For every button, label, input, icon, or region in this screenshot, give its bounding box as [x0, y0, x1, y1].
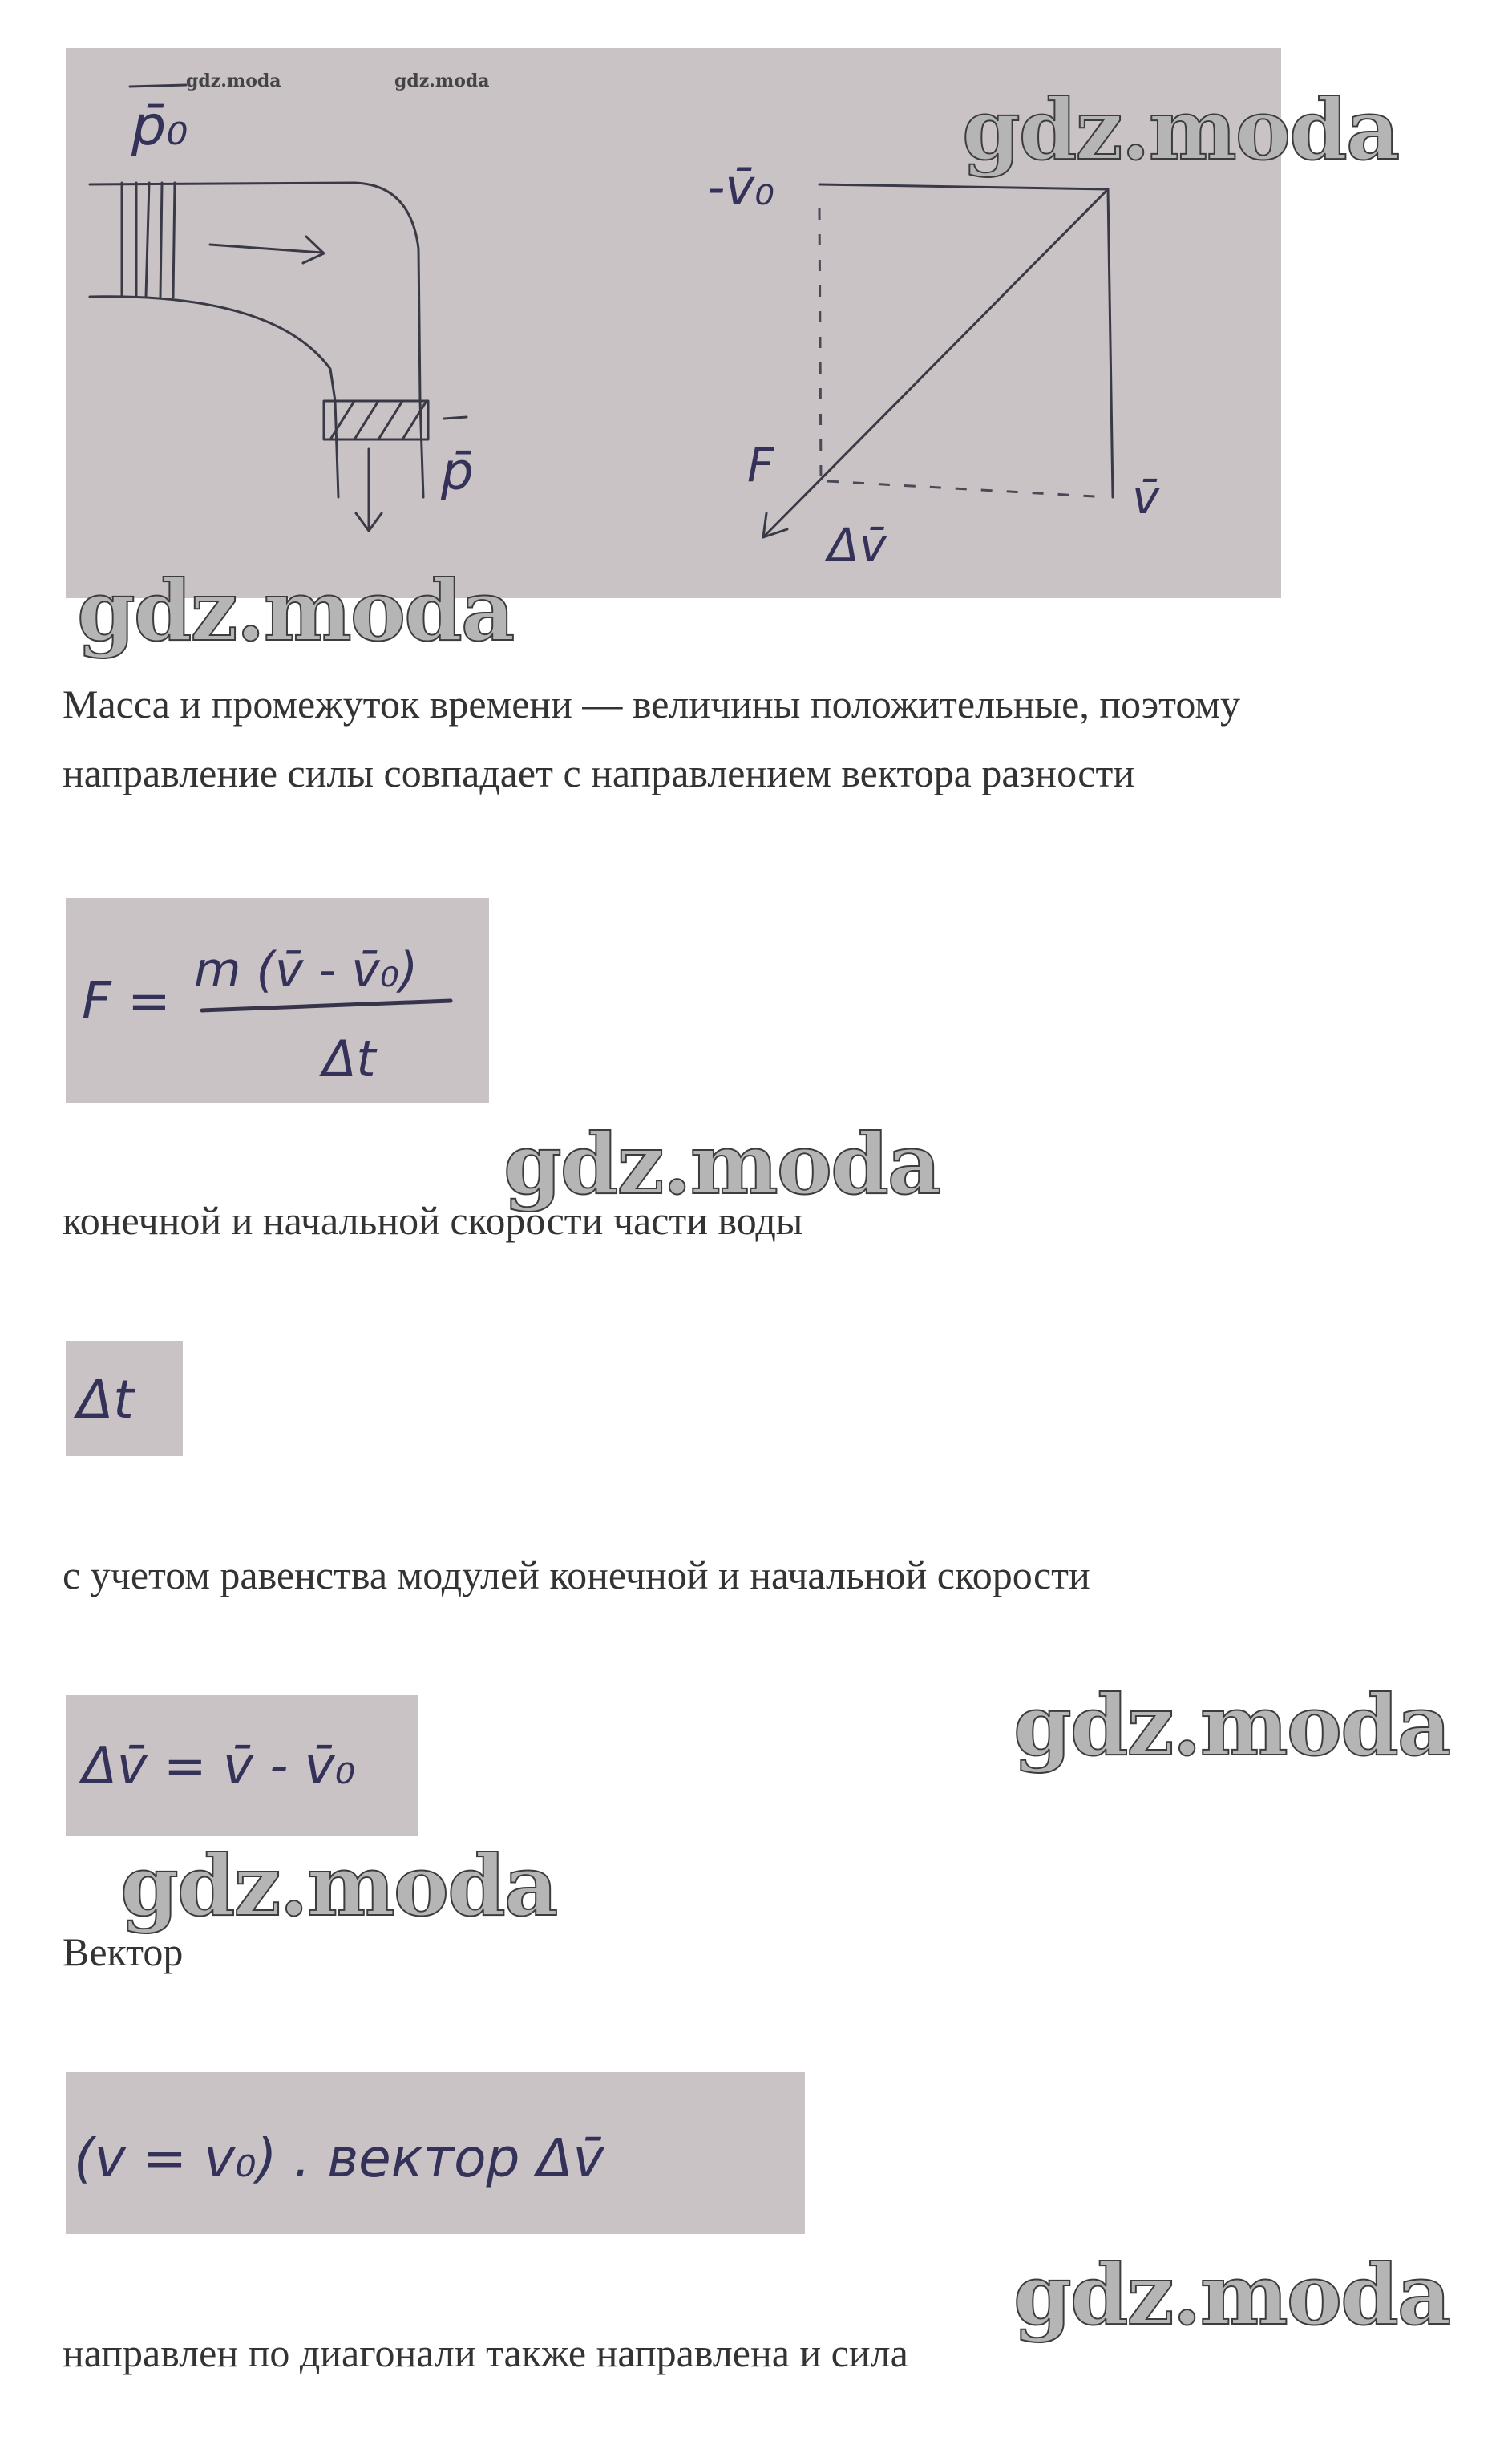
- label-delta-v: Δv̄: [827, 518, 887, 573]
- formula-force: [66, 898, 489, 1103]
- formula-dv: [66, 1695, 418, 1836]
- watermark-3: gdz.moda: [503, 1115, 940, 1213]
- formula-vector-note: [66, 2072, 805, 2234]
- paragraph-5: направлен по диагонали также направлена и сила: [63, 2330, 908, 2375]
- watermark-small-1: gdz.moda: [186, 71, 281, 91]
- label-p: p̄: [441, 443, 474, 502]
- paragraph-1-line-1: Масса и промежуток времени — величины положительные, поэтому: [63, 682, 1241, 727]
- formula-force-denominator: Δt: [322, 1030, 376, 1088]
- label-F: F: [747, 438, 774, 492]
- paragraph-1-line-2: направление силы совпадает с направлением вектора разности: [63, 751, 1135, 795]
- formula-force-lhs: F =: [82, 972, 171, 1031]
- watermark-4: gdz.moda: [1013, 1676, 1450, 1775]
- label-neg-v0: -v̄₀: [707, 158, 774, 217]
- formula-force-numerator: m (v̄ - v̄₀): [194, 942, 418, 998]
- watermark-6: gdz.moda: [1013, 2245, 1450, 2344]
- paragraph-3: с учетом равенства модулей конечной и начальной скорости: [63, 1552, 1090, 1597]
- formula-dt-text: Δt: [77, 1369, 135, 1431]
- paragraph-4: Вектор: [63, 1929, 184, 1974]
- label-v: v̄: [1132, 470, 1160, 524]
- watermark-1: gdz.moda: [962, 80, 1399, 179]
- formula-vector-note-text: (v = v₀) . вектор Δv̄: [74, 2127, 604, 2189]
- watermark-2: gdz.moda: [77, 561, 514, 660]
- paragraph-2: конечной и начальной скорости части воды: [63, 1198, 803, 1243]
- formula-dv-text: Δv̄ = v̄ - v̄₀: [82, 1737, 356, 1796]
- watermark-5: gdz.moda: [120, 1836, 557, 1935]
- label-p0: p̄₀: [131, 95, 188, 158]
- watermark-small-2: gdz.moda: [394, 71, 490, 91]
- formula-dt: [66, 1341, 183, 1456]
